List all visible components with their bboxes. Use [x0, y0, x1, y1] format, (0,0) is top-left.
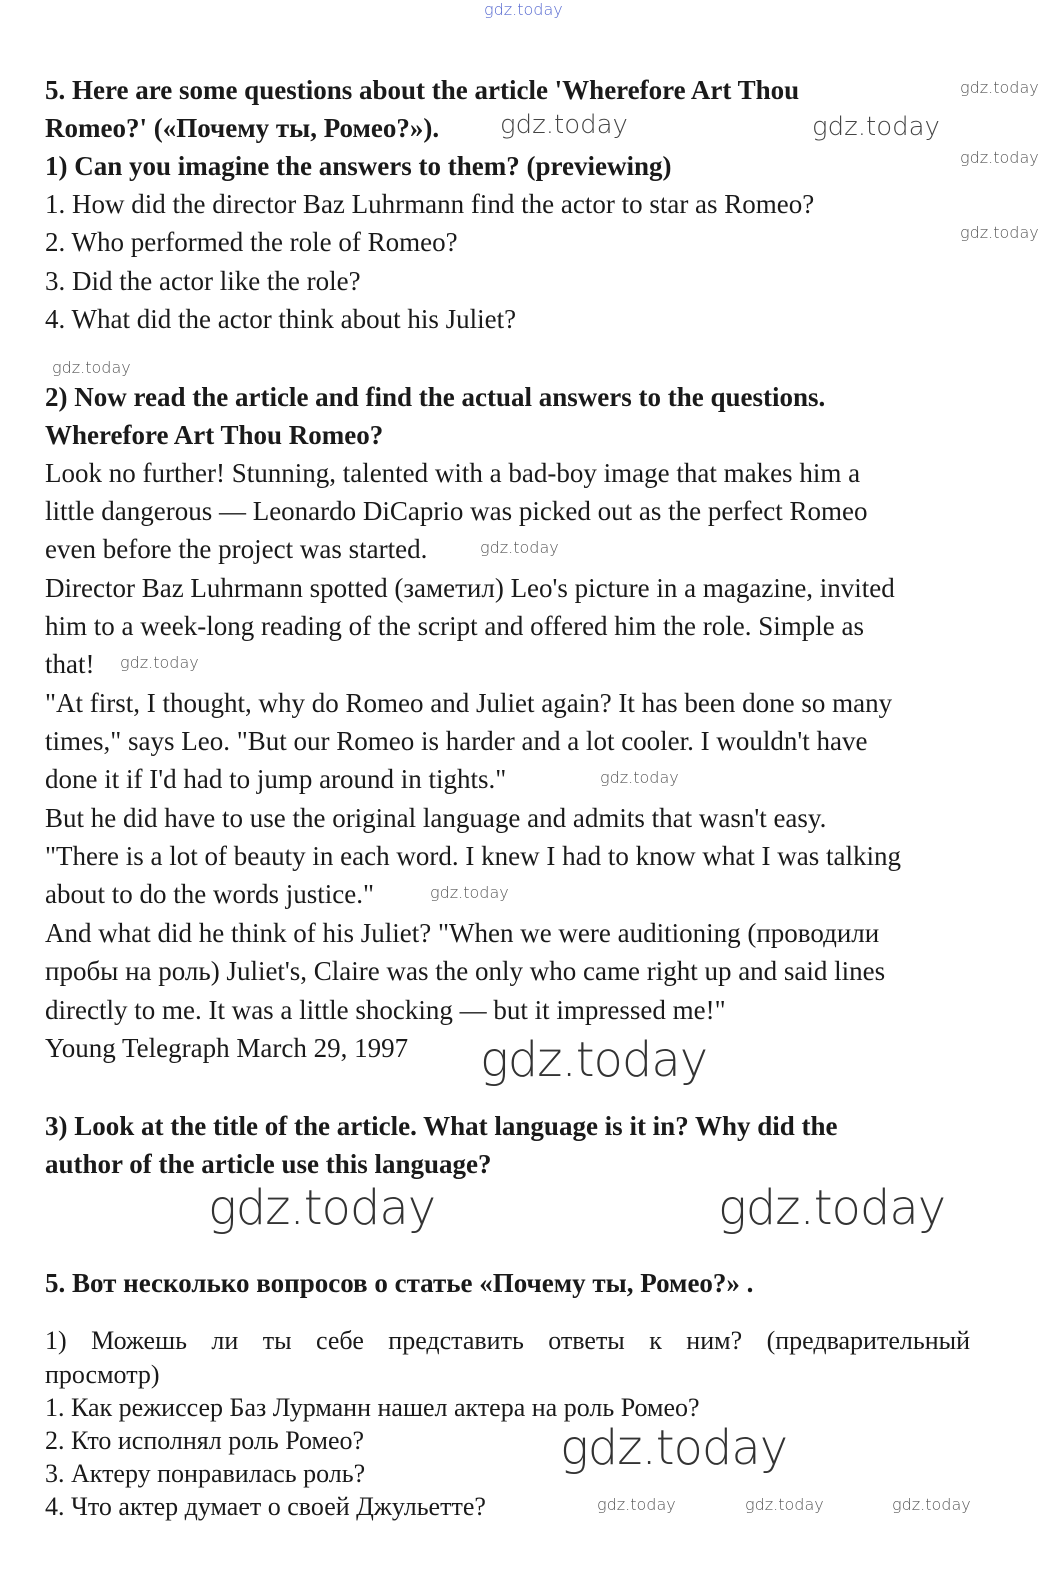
heading-line: 3) Look at the title of the article. What language is it in? Why did the — [45, 1110, 838, 1141]
text-line: done it if I'd had to jump around in tights." — [45, 763, 507, 794]
text-line: even before the project was started. — [45, 533, 428, 564]
text-line: просмотр) — [45, 1360, 160, 1389]
text-line: 1. How did the director Baz Luhrmann find the actor to star as Romeo? — [45, 188, 815, 219]
watermark: gdz.today — [500, 110, 628, 140]
watermark: gdz.today — [960, 148, 1039, 167]
heading-line: Romeo?' («Почему ты, Ромео?»). — [45, 112, 440, 143]
watermark: gdz.today — [745, 1495, 824, 1514]
heading-line: 2) Now read the article and find the actual answers to the questions. — [45, 381, 826, 412]
heading-line: Wherefore Art Thou Romeo? — [45, 419, 384, 450]
watermark: gdz.today — [892, 1495, 971, 1514]
watermark: gdz.today — [52, 358, 131, 377]
text-line: 1. Как режиссер Баз Лурманн нашел актера на роль Ромео? — [45, 1393, 700, 1422]
watermark: gdz.today — [480, 538, 559, 557]
text-line: 2. Кто исполнял роль Ромео? — [45, 1426, 365, 1455]
heading-line: author of the article use this language? — [45, 1148, 492, 1179]
text-line: that! — [45, 648, 95, 679]
watermark: gdz.today — [960, 223, 1039, 242]
text-line: times," says Leo. "But our Romeo is harder and a lot cooler. I wouldn't have — [45, 725, 868, 756]
watermark: gdz.today — [430, 883, 509, 902]
watermark: gdz.today — [208, 1180, 436, 1236]
text-line: "At first, I thought, why do Romeo and Juliet again? It has been done so many — [45, 687, 893, 718]
watermark: gdz.today — [480, 1032, 708, 1088]
heading-line: 1) Can you imagine the answers to them? (previewing) — [45, 150, 672, 181]
text-line: 4. Что актер думает о своей Джульетте? — [45, 1492, 486, 1521]
watermark: gdz.today — [718, 1180, 946, 1236]
text-line: 3. Актеру понравилась роль? — [45, 1459, 366, 1488]
text-line: But he did have to use the original language and admits that wasn't easy. — [45, 802, 827, 833]
heading-line: 5. Here are some questions about the article 'Wherefore Art Thou — [45, 74, 800, 105]
text-line: "There is a lot of beauty in each word. I knew I had to know what I was talking — [45, 840, 902, 871]
watermark: gdz.today — [560, 1420, 788, 1476]
watermark: gdz.today — [960, 78, 1039, 97]
text-line: 3. Did the actor like the role? — [45, 265, 361, 296]
heading-line: 5. Вот несколько вопросов о статье «Почему ты, Ромео?» . — [45, 1267, 754, 1298]
watermark: gdz.today — [812, 112, 940, 142]
text-line: 2. Who performed the role of Romeo? — [45, 226, 458, 257]
text-line: Look no further! Stunning, talented with a bad-boy image that makes him a — [45, 457, 861, 488]
text-line: Young Telegraph March 29, 1997 — [45, 1032, 409, 1063]
top-watermark: gdz.today — [484, 0, 563, 19]
watermark: gdz.today — [600, 768, 679, 787]
text-line: 4. What did the actor think about his Juliet? — [45, 303, 517, 334]
text-line: Director Baz Luhrmann spotted (заметил) Leo's picture in a magazine, invited — [45, 572, 895, 603]
text-line: directly to me. It was a little shocking — but it impressed me!" — [45, 994, 726, 1025]
text-line: him to a week-long reading of the script and offered him the role. Simple as — [45, 610, 865, 641]
text-line: 1) Можешь ли ты себе представить ответы к ним? (предварительный — [45, 1326, 970, 1355]
text-line: little dangerous — Leonardo DiCaprio was picked out as the perfect Romeo — [45, 495, 868, 526]
text-line: And what did he think of his Juliet? "When we were auditioning (проводили — [45, 917, 880, 948]
text-line: about to do the words justice." — [45, 878, 374, 909]
watermark: gdz.today — [120, 653, 199, 672]
watermark: gdz.today — [597, 1495, 676, 1514]
text-line: пробы на роль) Juliet's, Claire was the only who came right up and said lines — [45, 955, 886, 986]
